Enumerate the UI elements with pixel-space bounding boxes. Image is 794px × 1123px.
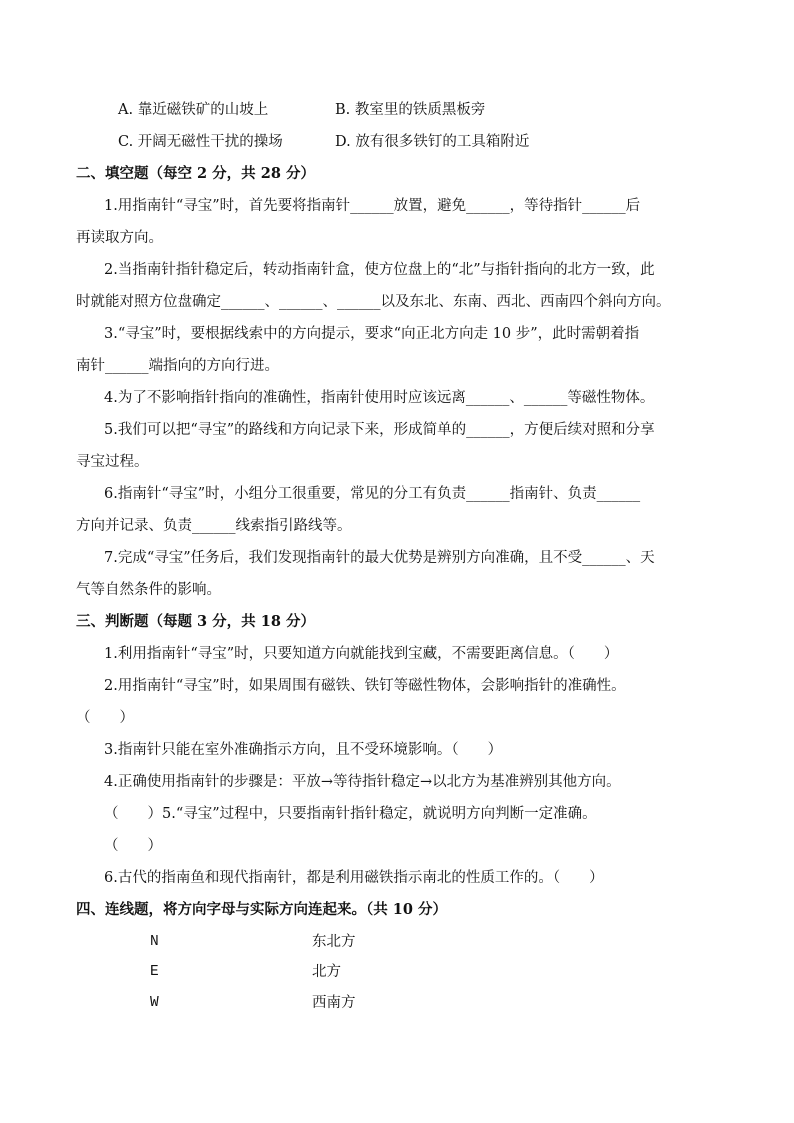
section2-title: 二、填空题（每空 2 分，共 28 分） — [76, 165, 315, 182]
fill-q5-line2: 寻宝过程。 — [76, 454, 149, 470]
fill-q1-line1: 1.用指南针“寻宝”时，首先要将指南针______放置，避免______，等待指针______后 — [104, 198, 641, 214]
fill-q1-line2: 再读取方向。 — [76, 230, 163, 246]
section3-title: 三、判断题（每题 3 分，共 18 分） — [76, 613, 315, 630]
match-letter-n: N — [150, 934, 159, 950]
match-direction-3: 西南方 — [312, 995, 356, 1011]
fill-q6-line2: 方向并记录、负责______线索指引路线等。 — [76, 518, 352, 534]
fill-q6-line1: 6.指南针“寻宝”时，小组分工很重要，常见的分工有负责______指南针、负责______ — [104, 486, 641, 502]
judge-q5: （ ）5.“寻宝”过程中，只要指南针指针稳定，就说明方向判断一定准确。 — [104, 806, 597, 822]
judge-q5-answer: （ ） — [104, 838, 162, 854]
judge-q3: 3.指南针只能在室外准确指示方向，且不受环境影响。（ ） — [104, 742, 503, 758]
option-c: C. 开阔无磁性干扰的操场 — [118, 134, 283, 150]
match-direction-2: 北方 — [312, 964, 341, 980]
fill-q2-line1: 2.当指南针指针稳定后，转动指南针盒，使方位盘上的“北”与指针指向的北方一致，此 — [104, 262, 655, 278]
match-letter-e: E — [150, 964, 159, 980]
judge-q6: 6.古代的指南鱼和现代指南针，都是利用磁铁指示南北的性质工作的。（ ） — [104, 870, 604, 886]
judge-q4: 4.正确使用指南针的步骤是：平放→等待指针稳定→以北方为基准辨别其他方向。 — [104, 774, 621, 790]
judge-q1: 1.利用指南针“寻宝”时，只要知道方向就能找到宝藏，不需要距离信息。（ ） — [104, 646, 619, 662]
option-a: A. 靠近磁铁矿的山坡上 — [118, 102, 269, 118]
fill-q7-line2: 气等自然条件的影响。 — [76, 582, 221, 598]
judge-q2-answer: （ ） — [76, 710, 134, 726]
fill-q5-line1: 5.我们可以把“寻宝”的路线和方向记录下来，形成简单的______，方便后续对照和分享 — [104, 422, 655, 438]
match-direction-1: 东北方 — [312, 934, 356, 950]
match-letter-w: W — [150, 995, 159, 1011]
judge-q2-line1: 2.用指南针“寻宝”时，如果周围有磁铁、铁钉等磁性物体，会影响指针的准确性。 — [104, 678, 626, 694]
option-b: B. 教室里的铁质黑板旁 — [335, 102, 486, 118]
fill-q7-line1: 7.完成“寻宝”任务后，我们发现指南针的最大优势是辨别方向准确，且不受______、天 — [104, 550, 655, 566]
fill-q4-line1: 4.为了不影响指针指向的准确性，指南针使用时应该远离______、______等磁性物体。 — [104, 390, 655, 406]
section4-title: 四、连线题，将方向字母与实际方向连起来。（共 10 分） — [76, 901, 448, 918]
fill-q2-line2: 时就能对照方位盘确定______、______、______以及东北、东南、西北、西南四个斜向方向。 — [76, 294, 671, 310]
fill-q3-line1: 3.“寻宝”时，要根据线索中的方向提示，要求“向正北方向走 10 步”，此时需朝着指 — [104, 326, 640, 342]
fill-q3-line2: 南针______端指向的方向行进。 — [76, 358, 279, 374]
option-d: D. 放有很多铁钉的工具箱附近 — [335, 134, 530, 150]
